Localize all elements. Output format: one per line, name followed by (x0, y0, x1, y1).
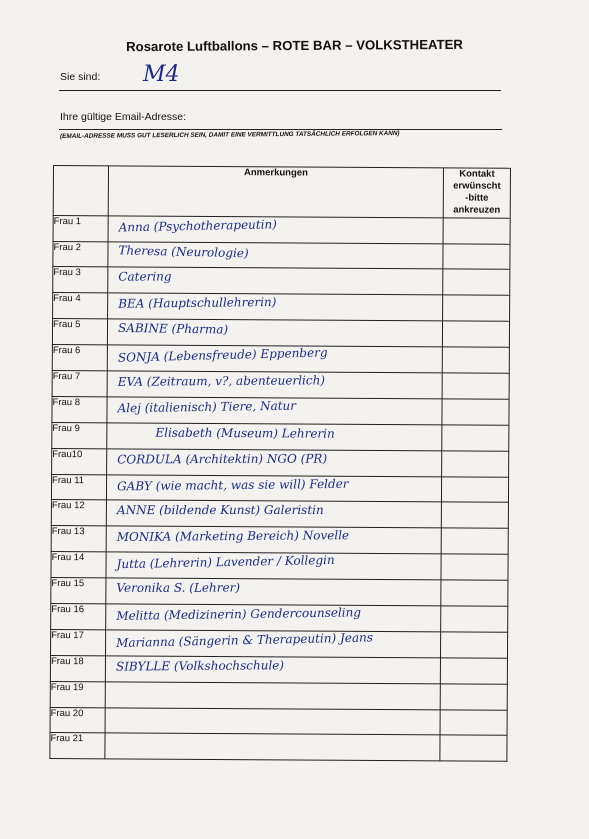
contact-checkbox-cell[interactable] (442, 425, 509, 451)
annotation-text: ANNE (bildende Kunst) Galeristin (116, 503, 324, 518)
contact-checkbox-cell[interactable] (443, 243, 510, 269)
table-row (52, 345, 509, 374)
annotation-text: MONIKA (Marketing Bereich) Novelle (116, 528, 350, 545)
table-row (53, 215, 510, 244)
contact-checkbox-cell[interactable] (442, 347, 509, 373)
row-label: Frau 2 (53, 241, 108, 267)
table-row (51, 629, 508, 658)
annotation-text: SONJA (Lebensfreude) Eppenberg (117, 345, 328, 365)
contact-checkbox-cell[interactable] (441, 528, 508, 554)
row-label: Frau 1 (53, 215, 108, 241)
sie-sind-line (59, 90, 501, 91)
contact-checkbox-cell[interactable] (443, 295, 510, 321)
annotation-cell[interactable] (107, 319, 442, 347)
annotation-text: Catering (118, 269, 172, 285)
contact-checkbox-cell[interactable] (443, 269, 510, 295)
annotation-text: Jutta (Lehrerin) Lavender / Kollegin (116, 553, 335, 572)
contact-checkbox-cell[interactable] (440, 632, 507, 658)
table-row (50, 733, 507, 762)
annotation-cell[interactable] (105, 707, 440, 735)
header-contact-line: erwünscht (453, 180, 501, 192)
row-label: Frau 4 (53, 293, 108, 319)
annotation-cell[interactable] (108, 241, 443, 269)
sie-sind-label: Sie sind: (60, 71, 101, 83)
annotation-cell[interactable] (106, 474, 441, 502)
table-row (51, 474, 508, 503)
row-label: Frau 12 (51, 500, 106, 526)
contact-checkbox-cell[interactable] (442, 451, 509, 477)
annotation-cell[interactable] (107, 397, 442, 425)
annotation-text: Anna (Psychotherapeutin) (118, 216, 278, 235)
annotation-cell[interactable] (108, 215, 443, 243)
table-row (50, 655, 507, 684)
annotation-cell[interactable] (107, 371, 442, 399)
table-header-row (53, 166, 510, 218)
form-title: Rosarote Luftballons – ROTE BAR – VOLKSTHEATER (126, 36, 463, 55)
row-label: Frau 16 (51, 603, 106, 629)
annotation-cell[interactable] (106, 630, 441, 658)
table-row (51, 578, 508, 607)
row-label: Frau 7 (52, 370, 107, 396)
table-row (50, 707, 507, 736)
annotation-cell[interactable] (105, 681, 440, 709)
table-row (53, 241, 510, 270)
table-row (52, 422, 509, 451)
annotation-cell[interactable] (105, 733, 440, 761)
contact-checkbox-cell[interactable] (442, 321, 509, 347)
contact-checkbox-cell[interactable] (442, 399, 509, 425)
annotation-text: Veronika S. (Lehrer) (116, 580, 241, 596)
email-note: (EMAIL-ADRESSE MUSS GUT LESERLICH SEIN, DAMIT EINE VERMITTLUNG TATSÄCHLICH ERFOLGEN KANN) (60, 130, 400, 140)
annotation-cell[interactable] (107, 345, 442, 373)
table-row (52, 396, 509, 425)
table-row (52, 448, 509, 477)
sie-sind-value[interactable]: M4 (143, 62, 180, 87)
annotation-cell[interactable] (108, 267, 443, 295)
annotation-cell[interactable] (106, 526, 441, 554)
row-label: Frau 14 (51, 552, 106, 578)
row-label: Frau 17 (51, 629, 106, 655)
table-row (50, 681, 507, 710)
header-annotations: Anmerkungen (108, 166, 443, 218)
table-row (51, 603, 508, 632)
row-label: Frau 13 (51, 526, 106, 552)
contact-checkbox-cell[interactable] (440, 735, 507, 761)
row-label: Frau 8 (52, 396, 107, 422)
annotation-text: SIBYLLE (Volkshochschule) (115, 658, 285, 674)
annotation-text: GABY (wie macht, was sie will) Felder (116, 476, 349, 493)
table-row (53, 293, 510, 322)
header-contact-line: -bitte (465, 192, 489, 204)
annotation-cell[interactable] (108, 293, 443, 321)
contact-checkbox-cell[interactable] (441, 502, 508, 528)
annotation-cell[interactable] (105, 656, 440, 684)
annotation-text: SABINE (Pharma) (117, 321, 229, 337)
email-label: Ihre gültige Email-Adresse: (60, 111, 187, 123)
row-label: Frau 11 (51, 474, 106, 500)
row-label: Frau 3 (53, 267, 108, 293)
annotation-cell[interactable] (106, 604, 441, 632)
row-label: Frau 6 (52, 345, 107, 371)
table-row (51, 552, 508, 581)
annotation-cell[interactable] (107, 448, 442, 476)
row-label: Frau 5 (52, 319, 107, 345)
row-label: Frau10 (52, 448, 107, 474)
table-row (51, 526, 508, 555)
annotation-text: Marianna (Sängerin & Therapeutin) Jeans (115, 630, 374, 650)
contact-checkbox-cell[interactable] (442, 373, 509, 399)
row-label: Frau 19 (50, 681, 105, 707)
table-row (51, 500, 508, 529)
annotation-cell[interactable] (106, 500, 441, 528)
header-contact-line: Kontakt (459, 168, 495, 180)
contact-checkbox-cell[interactable] (441, 476, 508, 502)
table-row (52, 319, 509, 348)
contact-checkbox-cell[interactable] (441, 606, 508, 632)
row-label: Frau 9 (52, 422, 107, 448)
row-label: Frau 18 (50, 655, 105, 681)
row-label: Frau 15 (51, 578, 106, 604)
annotation-text: CORDULA (Architektin) NGO (PR) (117, 451, 328, 467)
annotation-text: Melitta (Medizinerin) Gendercounseling (116, 605, 362, 623)
contact-checkbox-cell[interactable] (441, 554, 508, 580)
contact-checkbox-cell[interactable] (440, 684, 507, 710)
header-contact (443, 168, 510, 218)
annotation-cell[interactable] (106, 578, 441, 606)
contact-checkbox-cell[interactable] (441, 580, 508, 606)
table-row (53, 267, 510, 296)
row-label: Frau 20 (50, 707, 105, 733)
annotation-cell[interactable] (106, 552, 441, 580)
row-label: Frau 21 (50, 733, 105, 759)
header-empty-cell (53, 166, 108, 216)
annotation-text: Elisabeth (Museum) Lehrerin (155, 425, 335, 441)
annotations-table (49, 165, 511, 762)
annotation-text: BEA (Hauptschullehrerin) (118, 295, 277, 312)
header-contact-line: ankreuzen (453, 204, 501, 217)
contact-checkbox-cell[interactable] (440, 658, 507, 684)
annotation-text: Alej (italienisch) Tiere, Natur (117, 398, 297, 416)
table-row (52, 370, 509, 399)
annotation-text: Theresa (Neurologie) (118, 242, 249, 260)
contact-checkbox-cell[interactable] (440, 709, 507, 735)
annotation-text: EVA (Zeitraum, v?, abenteuerlich) (117, 373, 326, 389)
contact-checkbox-cell[interactable] (443, 218, 510, 244)
annotation-cell[interactable] (107, 423, 442, 451)
